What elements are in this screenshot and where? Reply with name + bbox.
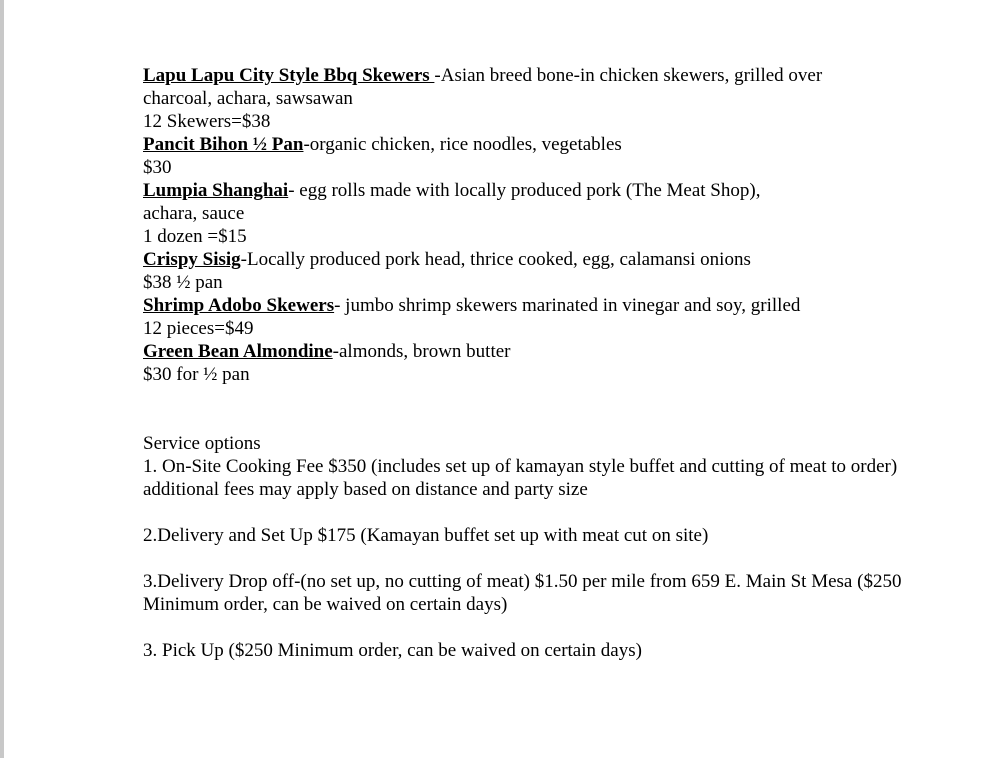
paragraph-spacer <box>143 547 923 570</box>
menu-item-description: -organic chicken, rice noodles, vegetables <box>303 134 622 155</box>
paragraph-spacer <box>143 616 923 639</box>
menu-item-price: 12 pieces=$49 <box>143 318 254 339</box>
menu-item-line <box>143 340 923 363</box>
menu-item-line <box>143 133 923 156</box>
menu-item-description: - jumbo shrimp skewers marinated in vinegar and soy, grilled <box>334 295 801 316</box>
menu-item-description-cont: charcoal, achara, sawsawan <box>143 88 353 109</box>
menu-item-price: $30 <box>143 157 172 178</box>
service-option-pickup: 3. Pick Up ($250 Minimum order, can be waived on certain days) <box>143 640 642 661</box>
menu-item-line <box>143 179 923 202</box>
menu-item-description: -almonds, brown butter <box>332 341 511 362</box>
menu-item-price: 12 Skewers=$38 <box>143 111 271 132</box>
menu-item-line <box>143 294 923 317</box>
menu-document <box>143 64 923 662</box>
service-heading: Service options <box>143 433 261 454</box>
menu-item-line <box>143 64 923 87</box>
menu-item-name: Crispy Sisig <box>143 249 241 270</box>
menu-item-name: Green Bean Almondine <box>143 341 333 362</box>
menu-item-name: Shrimp Adobo Skewers <box>143 295 335 316</box>
menu-item-description: - egg rolls made with locally produced pork (The Meat Shop), <box>288 180 761 201</box>
service-option-onsite: 1. On-Site Cooking Fee $350 (includes set up of kamayan style buffet and cutting of meat to order) additional fees may apply based on distance and party size <box>143 456 898 500</box>
menu-item-price: $38 ½ pan <box>143 272 223 293</box>
service-option-delivery-setup: 2.Delivery and Set Up $175 (Kamayan buffet set up with meat cut on site) <box>143 525 709 546</box>
section-spacer <box>143 386 923 432</box>
menu-item-price: 1 dozen =$15 <box>143 226 247 247</box>
paragraph-spacer <box>143 501 923 524</box>
menu-item-price: $30 for ½ pan <box>143 364 250 385</box>
menu-item-description: -Locally produced pork head, thrice cooked, egg, calamansi onions <box>240 249 751 270</box>
menu-item-description: -Asian breed bone-in chicken skewers, grilled over <box>434 65 823 86</box>
page-left-border <box>0 0 4 758</box>
service-option-delivery-dropoff: 3.Delivery Drop off-(no set up, no cutting of meat) $1.50 per mile from 659 E. Main St Mesa ($250 Minimum order, can be waived on certain days) <box>143 571 902 615</box>
menu-item-description-cont: achara, sauce <box>143 203 245 224</box>
menu-item-name: Pancit Bihon ½ Pan <box>143 134 304 155</box>
menu-item-name: Lapu Lapu City Style Bbq Skewers <box>143 65 435 86</box>
menu-item-line <box>143 248 923 271</box>
menu-item-name: Lumpia Shanghai <box>143 180 289 201</box>
